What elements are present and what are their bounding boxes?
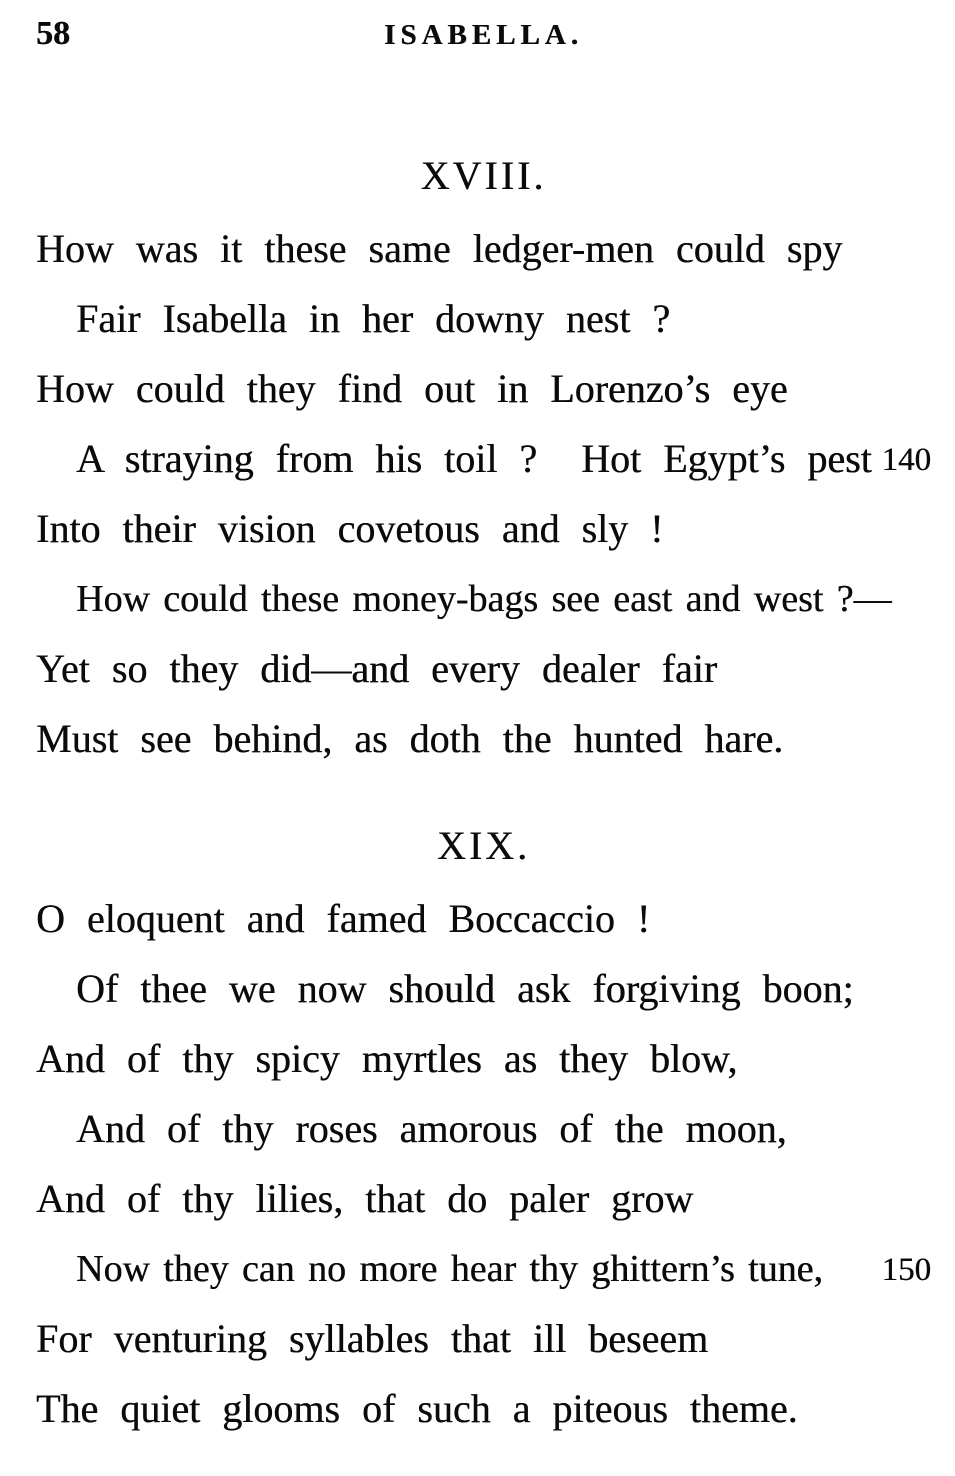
poem-line-text: O eloquent and famed Boccaccio !	[36, 896, 651, 941]
poem-line-text: How could they find out in Lorenzo’s eye	[36, 366, 788, 411]
poem-line	[36, 284, 931, 354]
poem-line	[36, 1024, 931, 1094]
page-number: 58	[36, 15, 70, 52]
poem-line-text: For venturing syllables that ill beseem	[36, 1316, 709, 1361]
poem-line-text: How could these money-bags see east and west ?—	[76, 578, 892, 620]
poem-line-text: The quiet glooms of such a piteous theme.	[36, 1386, 798, 1431]
poem-line	[36, 884, 931, 954]
poem-line-number: 150	[881, 1252, 931, 1288]
poem-line	[36, 1304, 931, 1374]
poem-line-text: And of thy roses amorous of the moon,	[76, 1106, 787, 1151]
poem-line-text: Fair Isabella in her downy nest ?	[76, 296, 671, 341]
poem-line	[36, 1164, 931, 1234]
poem-line	[36, 1234, 931, 1304]
stanza-xix	[36, 824, 931, 1444]
stanza-xviii	[36, 154, 931, 774]
poem-line	[36, 214, 931, 284]
stanza-heading: XVIII.	[420, 153, 547, 198]
stanza-heading: XIX.	[436, 823, 531, 868]
poem-line-text: Into their vision covetous and sly !	[36, 506, 664, 551]
poem-line-text: And of thy lilies, that do paler grow	[36, 1176, 694, 1221]
poem-line-text: And of thy spicy myrtles as they blow,	[36, 1036, 738, 1081]
poem-line-text: A straying from his toil ? Hot Egypt’s pest	[76, 436, 872, 481]
poem-line	[36, 354, 931, 424]
poem-line	[36, 954, 931, 1024]
poem-line	[36, 564, 931, 634]
running-head	[36, 14, 931, 54]
poem-line-text: Of thee we now should ask forgiving boon;	[76, 966, 854, 1011]
poem-line	[36, 494, 931, 564]
poem-line-number: 140	[881, 442, 931, 478]
poem-line	[36, 1094, 931, 1164]
poem-line-text: How was it these same ledger-men could spy	[36, 226, 843, 271]
poem-line-text: Yet so they did—and every dealer fair	[36, 646, 718, 691]
poem-line-text: Now they can no more hear thy ghittern’s tune,	[76, 1248, 823, 1290]
poem-line	[36, 634, 931, 704]
running-title: ISABELLA.	[384, 19, 583, 51]
poem-line-text: Must see behind, as doth the hunted hare.	[36, 716, 784, 761]
poem-line	[36, 424, 931, 494]
poem-line	[36, 704, 931, 774]
poem-line	[36, 1374, 931, 1444]
